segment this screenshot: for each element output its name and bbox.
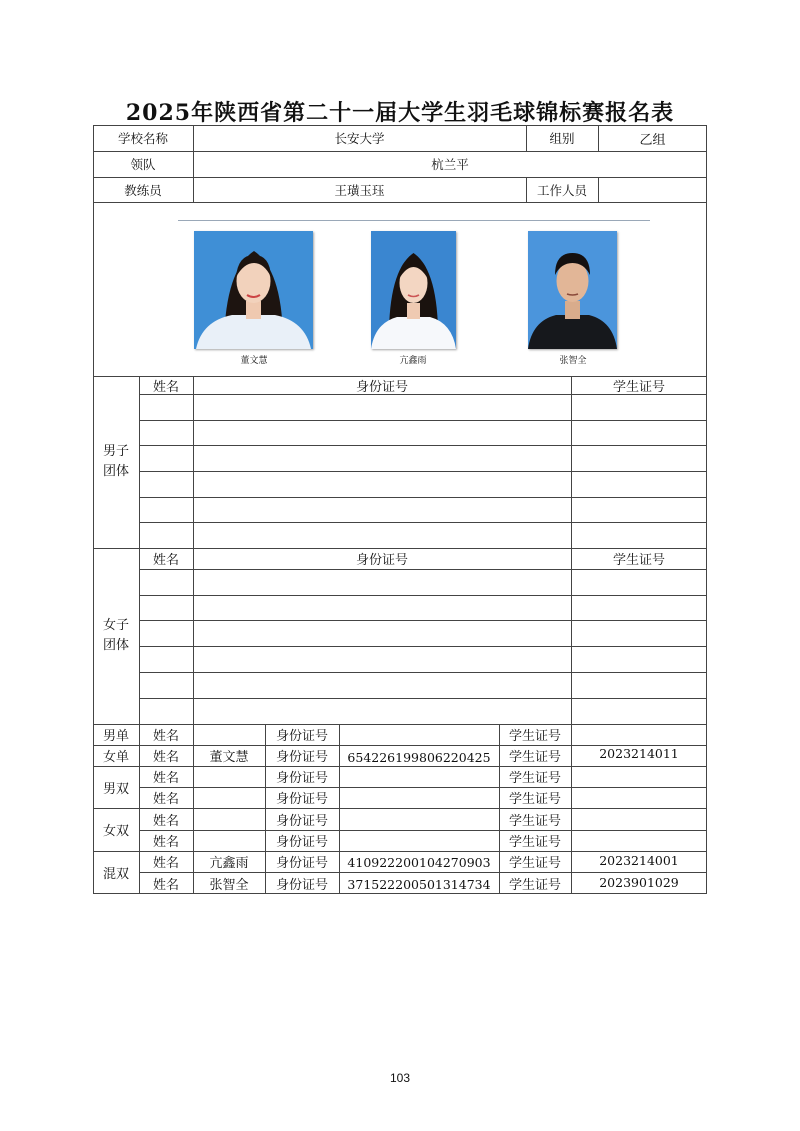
mixed-doubles-name-1: 亢鑫雨: [209, 856, 249, 871]
women-team-label-line1: 女子: [102, 618, 129, 633]
women-team-label-line2: 团体: [102, 638, 129, 653]
name-label: 姓名: [152, 792, 179, 807]
name-label: 姓名: [152, 750, 179, 765]
coach-value: 王璜玉珏: [334, 182, 385, 198]
leader-value: 杭兰平: [431, 157, 469, 172]
player-photo-1: [194, 231, 313, 349]
photo-caption-1: 董文慧: [240, 356, 268, 366]
men-team-label-line2: 团体: [102, 464, 129, 479]
mens-singles-id: [339, 724, 499, 745]
mixed-doubles-id-2: 371522200501314734: [347, 876, 491, 892]
womens-doubles-label: 女双: [102, 824, 129, 839]
mens-doubles-id-2: [339, 787, 499, 808]
mixed-doubles-student-1: 2023214001: [599, 853, 679, 868]
name-label: 姓名: [152, 813, 179, 829]
mens-doubles-id-1: [339, 766, 499, 787]
womens-doubles-student-1: [571, 808, 707, 830]
men-team-id-header: 身份证号: [355, 379, 408, 395]
group-label: 组别: [549, 131, 575, 146]
student-label: 学生证号: [508, 771, 561, 786]
women-team-id-header: 身份证号: [355, 553, 408, 568]
mens-singles-student: [571, 724, 707, 745]
school-name-value: 长安大学: [334, 131, 385, 146]
men-team-label: [93, 376, 139, 548]
player-photo-2: [371, 231, 456, 349]
name-label: 姓名: [152, 877, 179, 893]
staff-label: 工作人员: [536, 182, 587, 198]
womens-singles-label: 女单: [102, 750, 129, 765]
photo-divider: [178, 220, 650, 221]
womens-singles-id: 654226199806220425: [347, 750, 491, 765]
womens-doubles-name-1: [193, 808, 265, 830]
form-title: 2025年陕西省第二十一届大学生羽毛球锦标赛报名表: [125, 100, 675, 126]
id-label: 身份证号: [275, 771, 328, 786]
student-label: 学生证号: [508, 729, 561, 744]
leader-label: 领队: [130, 157, 156, 172]
name-label: 姓名: [152, 856, 179, 871]
student-label: 学生证号: [508, 750, 561, 765]
school-name-label: 学校名称: [117, 131, 168, 146]
mens-doubles-label: 男双: [102, 781, 129, 797]
mixed-doubles-label: 混双: [102, 867, 129, 882]
name-label: 姓名: [152, 729, 179, 744]
womens-singles-name: 董文慧: [209, 750, 249, 765]
men-team-label-line1: 男子: [102, 444, 129, 459]
id-label: 身份证号: [275, 877, 328, 893]
student-label: 学生证号: [508, 856, 561, 871]
men-team-name-header: 姓名: [152, 379, 179, 395]
mens-doubles-name-1: [193, 766, 265, 787]
women-team-name-header: 姓名: [152, 553, 179, 568]
mens-singles-name: [193, 724, 265, 745]
coach-label: 教练员: [124, 182, 162, 198]
id-label: 身份证号: [275, 792, 328, 807]
id-label: 身份证号: [275, 813, 328, 829]
name-label: 姓名: [152, 771, 179, 786]
photo-caption-2: 亢鑫雨: [399, 356, 427, 366]
mixed-doubles-name-2: 张智全: [209, 877, 249, 893]
mens-doubles-name-2: [193, 787, 265, 808]
womens-doubles-name-2: [193, 830, 265, 851]
id-label: 身份证号: [275, 750, 328, 765]
group-value: 乙组: [639, 132, 666, 148]
page-number: 103: [389, 1071, 411, 1085]
student-label: 学生证号: [508, 877, 561, 893]
mens-singles-label: 男单: [102, 729, 129, 744]
womens-doubles-id-1: [339, 808, 499, 830]
id-label: 身份证号: [275, 835, 328, 850]
men-team-student-header: 学生证号: [612, 379, 665, 395]
womens-doubles-id-2: [339, 830, 499, 851]
player-photo-3: [528, 231, 617, 349]
womens-doubles-student-2: [571, 830, 707, 851]
mens-doubles-student-2: [571, 787, 707, 808]
mixed-doubles-id-1: 410922200104270903: [347, 855, 491, 870]
name-label: 姓名: [152, 835, 179, 850]
womens-singles-student: 2023214011: [599, 746, 679, 761]
mixed-doubles-student-2: 2023901029: [599, 874, 679, 890]
id-label: 身份证号: [275, 856, 328, 871]
staff-value: [598, 177, 707, 202]
id-label: 身份证号: [275, 729, 328, 744]
women-team-label: [93, 548, 139, 724]
mens-doubles-student-1: [571, 766, 707, 787]
student-label: 学生证号: [508, 792, 561, 807]
student-label: 学生证号: [508, 835, 561, 850]
student-label: 学生证号: [508, 813, 561, 829]
women-team-student-header: 学生证号: [612, 553, 665, 568]
photo-caption-3: 张智全: [559, 356, 587, 366]
